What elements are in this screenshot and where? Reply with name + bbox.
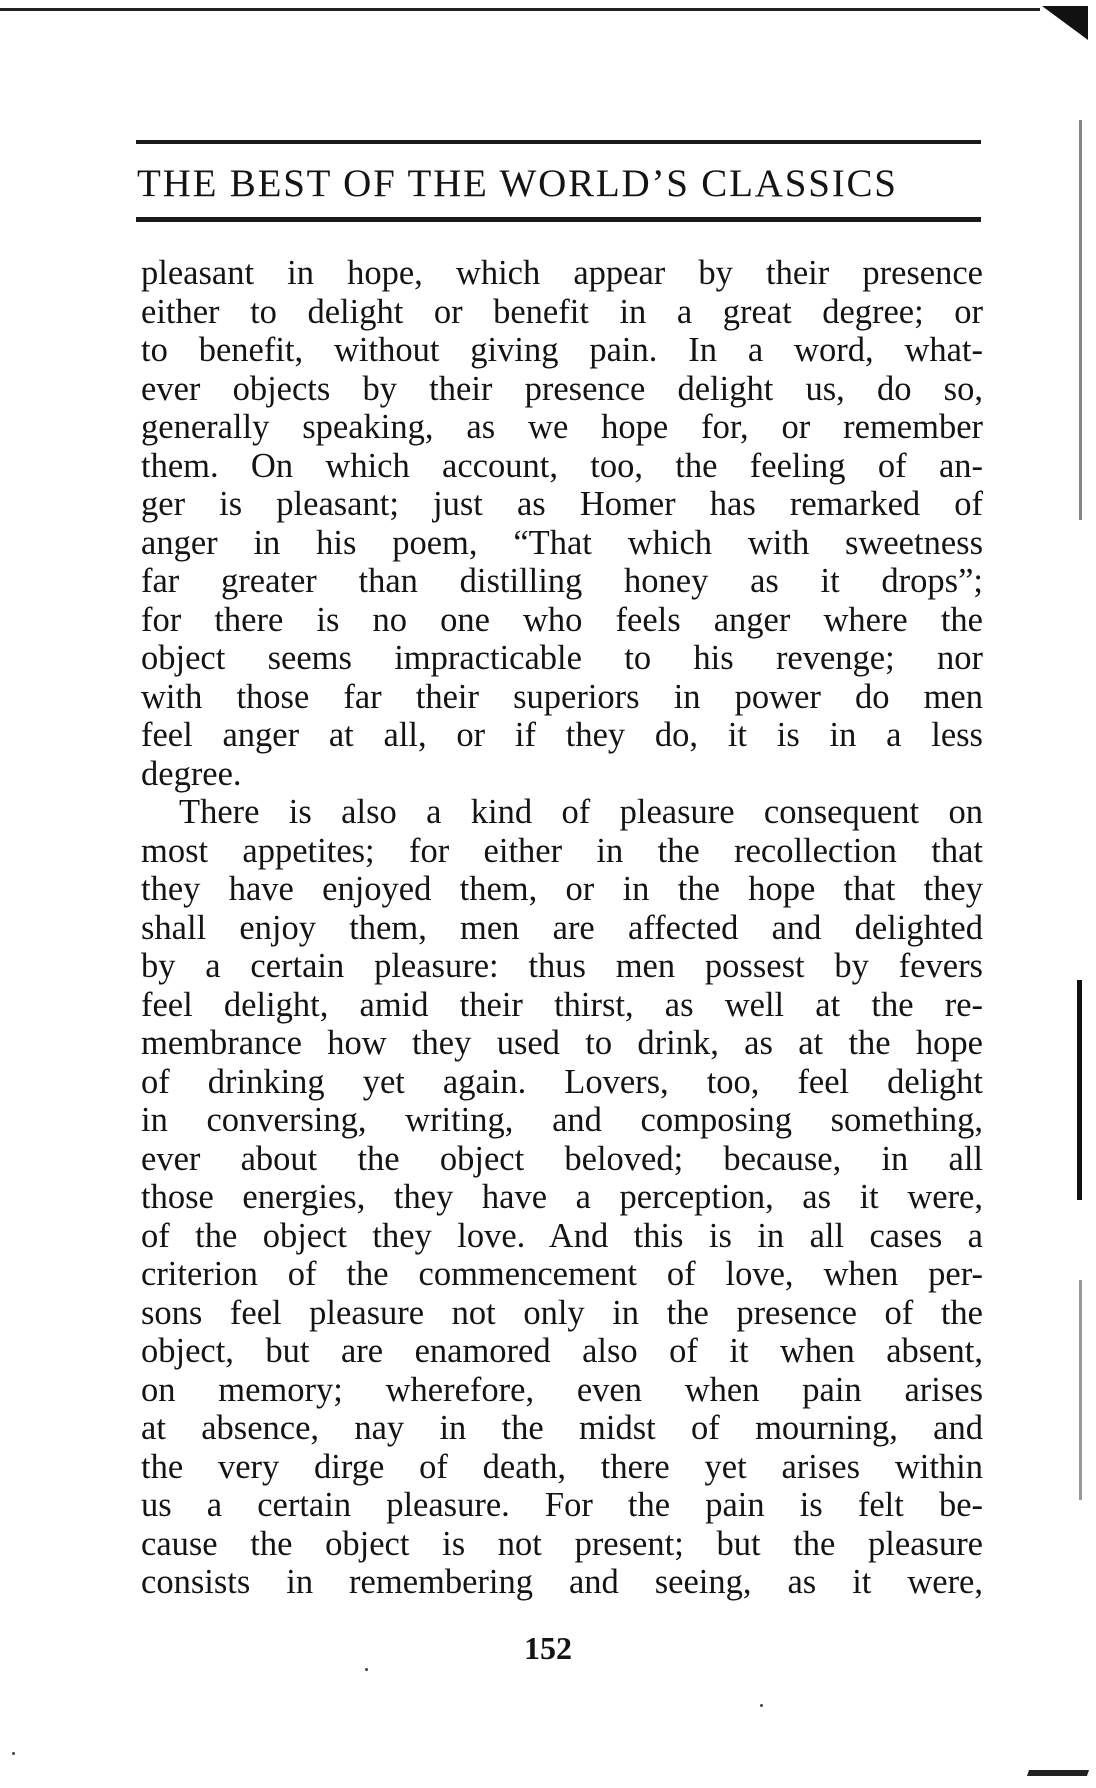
text-line: with those far their superiors in power do men — [141, 677, 983, 716]
page-top-edge — [0, 8, 1040, 11]
text-line: the very dirge of death, there yet arises within — [141, 1447, 983, 1486]
header-rule-top — [136, 140, 981, 144]
text-line: object, but are enamored also of it when absent, — [141, 1332, 983, 1370]
print-speck — [365, 1668, 368, 1671]
page-edge-shadow — [1079, 120, 1082, 520]
text-line: either to delight or benefit in a great degree; or — [141, 292, 983, 331]
text-line: membrance how they used to drink, as at the hope — [141, 1024, 983, 1062]
text-line: of the object they love. And this is in all cases a — [141, 1216, 983, 1255]
text-line: ever objects by their presence delight us, do so, — [141, 369, 983, 408]
text-line: degree. — [141, 754, 242, 793]
text-line: feel anger at all, or if they do, it is in a less — [141, 716, 983, 754]
text-line: shall enjoy them, men are affected and delighted — [141, 908, 983, 947]
text-line: us a certain pleasure. For the pain is felt be- — [141, 1486, 983, 1524]
text-line: ever about the object beloved; because, in all — [141, 1139, 983, 1178]
text-line: they have enjoyed them, or in the hope that they — [141, 870, 983, 908]
text-line: to benefit, without giving pain. In a word, what- — [141, 331, 983, 369]
text-line: in conversing, writing, and composing something, — [141, 1101, 983, 1139]
text-line: them. On which account, too, the feeling of an- — [141, 446, 983, 485]
text-line: criterion of the commencement of love, when per- — [141, 1255, 983, 1293]
paragraph-start-line: There is also a kind of pleasure consequent on — [179, 793, 983, 831]
text-line: consists in remembering and seeing, as it were, — [141, 1563, 983, 1601]
page-number: 152 — [524, 1630, 572, 1666]
text-line: object seems impracticable to his revenge; nor — [141, 639, 983, 677]
text-line: sons feel pleasure not only in the presence of the — [141, 1293, 983, 1332]
text-line: of drinking yet again. Lovers, too, feel delight — [141, 1062, 983, 1101]
text-line: generally speaking, as we hope for, or remember — [141, 408, 983, 446]
header-rule-bottom — [136, 217, 981, 222]
text-line: feel delight, amid their thirst, as well at the re- — [141, 985, 983, 1024]
page-edge-shadow — [1077, 980, 1082, 1200]
text-line: at absence, nay in the midst of mourning, and — [141, 1409, 983, 1447]
text-line: most appetites; for either in the recollection that — [141, 831, 983, 870]
text-line: pleasant in hope, which appear by their presence — [141, 254, 983, 292]
page-corner-fold — [1042, 6, 1088, 40]
page-edge-shadow — [1079, 1280, 1082, 1500]
running-header: THE BEST OF THE WORLD’S CLASSICS — [137, 162, 898, 205]
text-line: cause the object is not present; but the pleasure — [141, 1524, 983, 1563]
text-line: by a certain pleasure: thus men possest by fevers — [141, 947, 983, 985]
text-line: on memory; wherefore, even when pain arises — [141, 1370, 983, 1409]
text-line: anger in his poem, “That which with sweetness — [141, 523, 983, 562]
text-line: those energies, they have a perception, as it were, — [141, 1178, 983, 1216]
text-line: far greater than distilling honey as it drops”; — [141, 562, 983, 600]
print-speck — [760, 1704, 763, 1707]
print-speck — [12, 1752, 15, 1755]
text-line: ger is pleasant; just as Homer has remarked of — [141, 485, 983, 523]
body-text — [141, 254, 983, 1602]
page-bottom-corner — [1027, 1770, 1089, 1776]
text-line: for there is no one who feels anger where the — [141, 600, 983, 639]
